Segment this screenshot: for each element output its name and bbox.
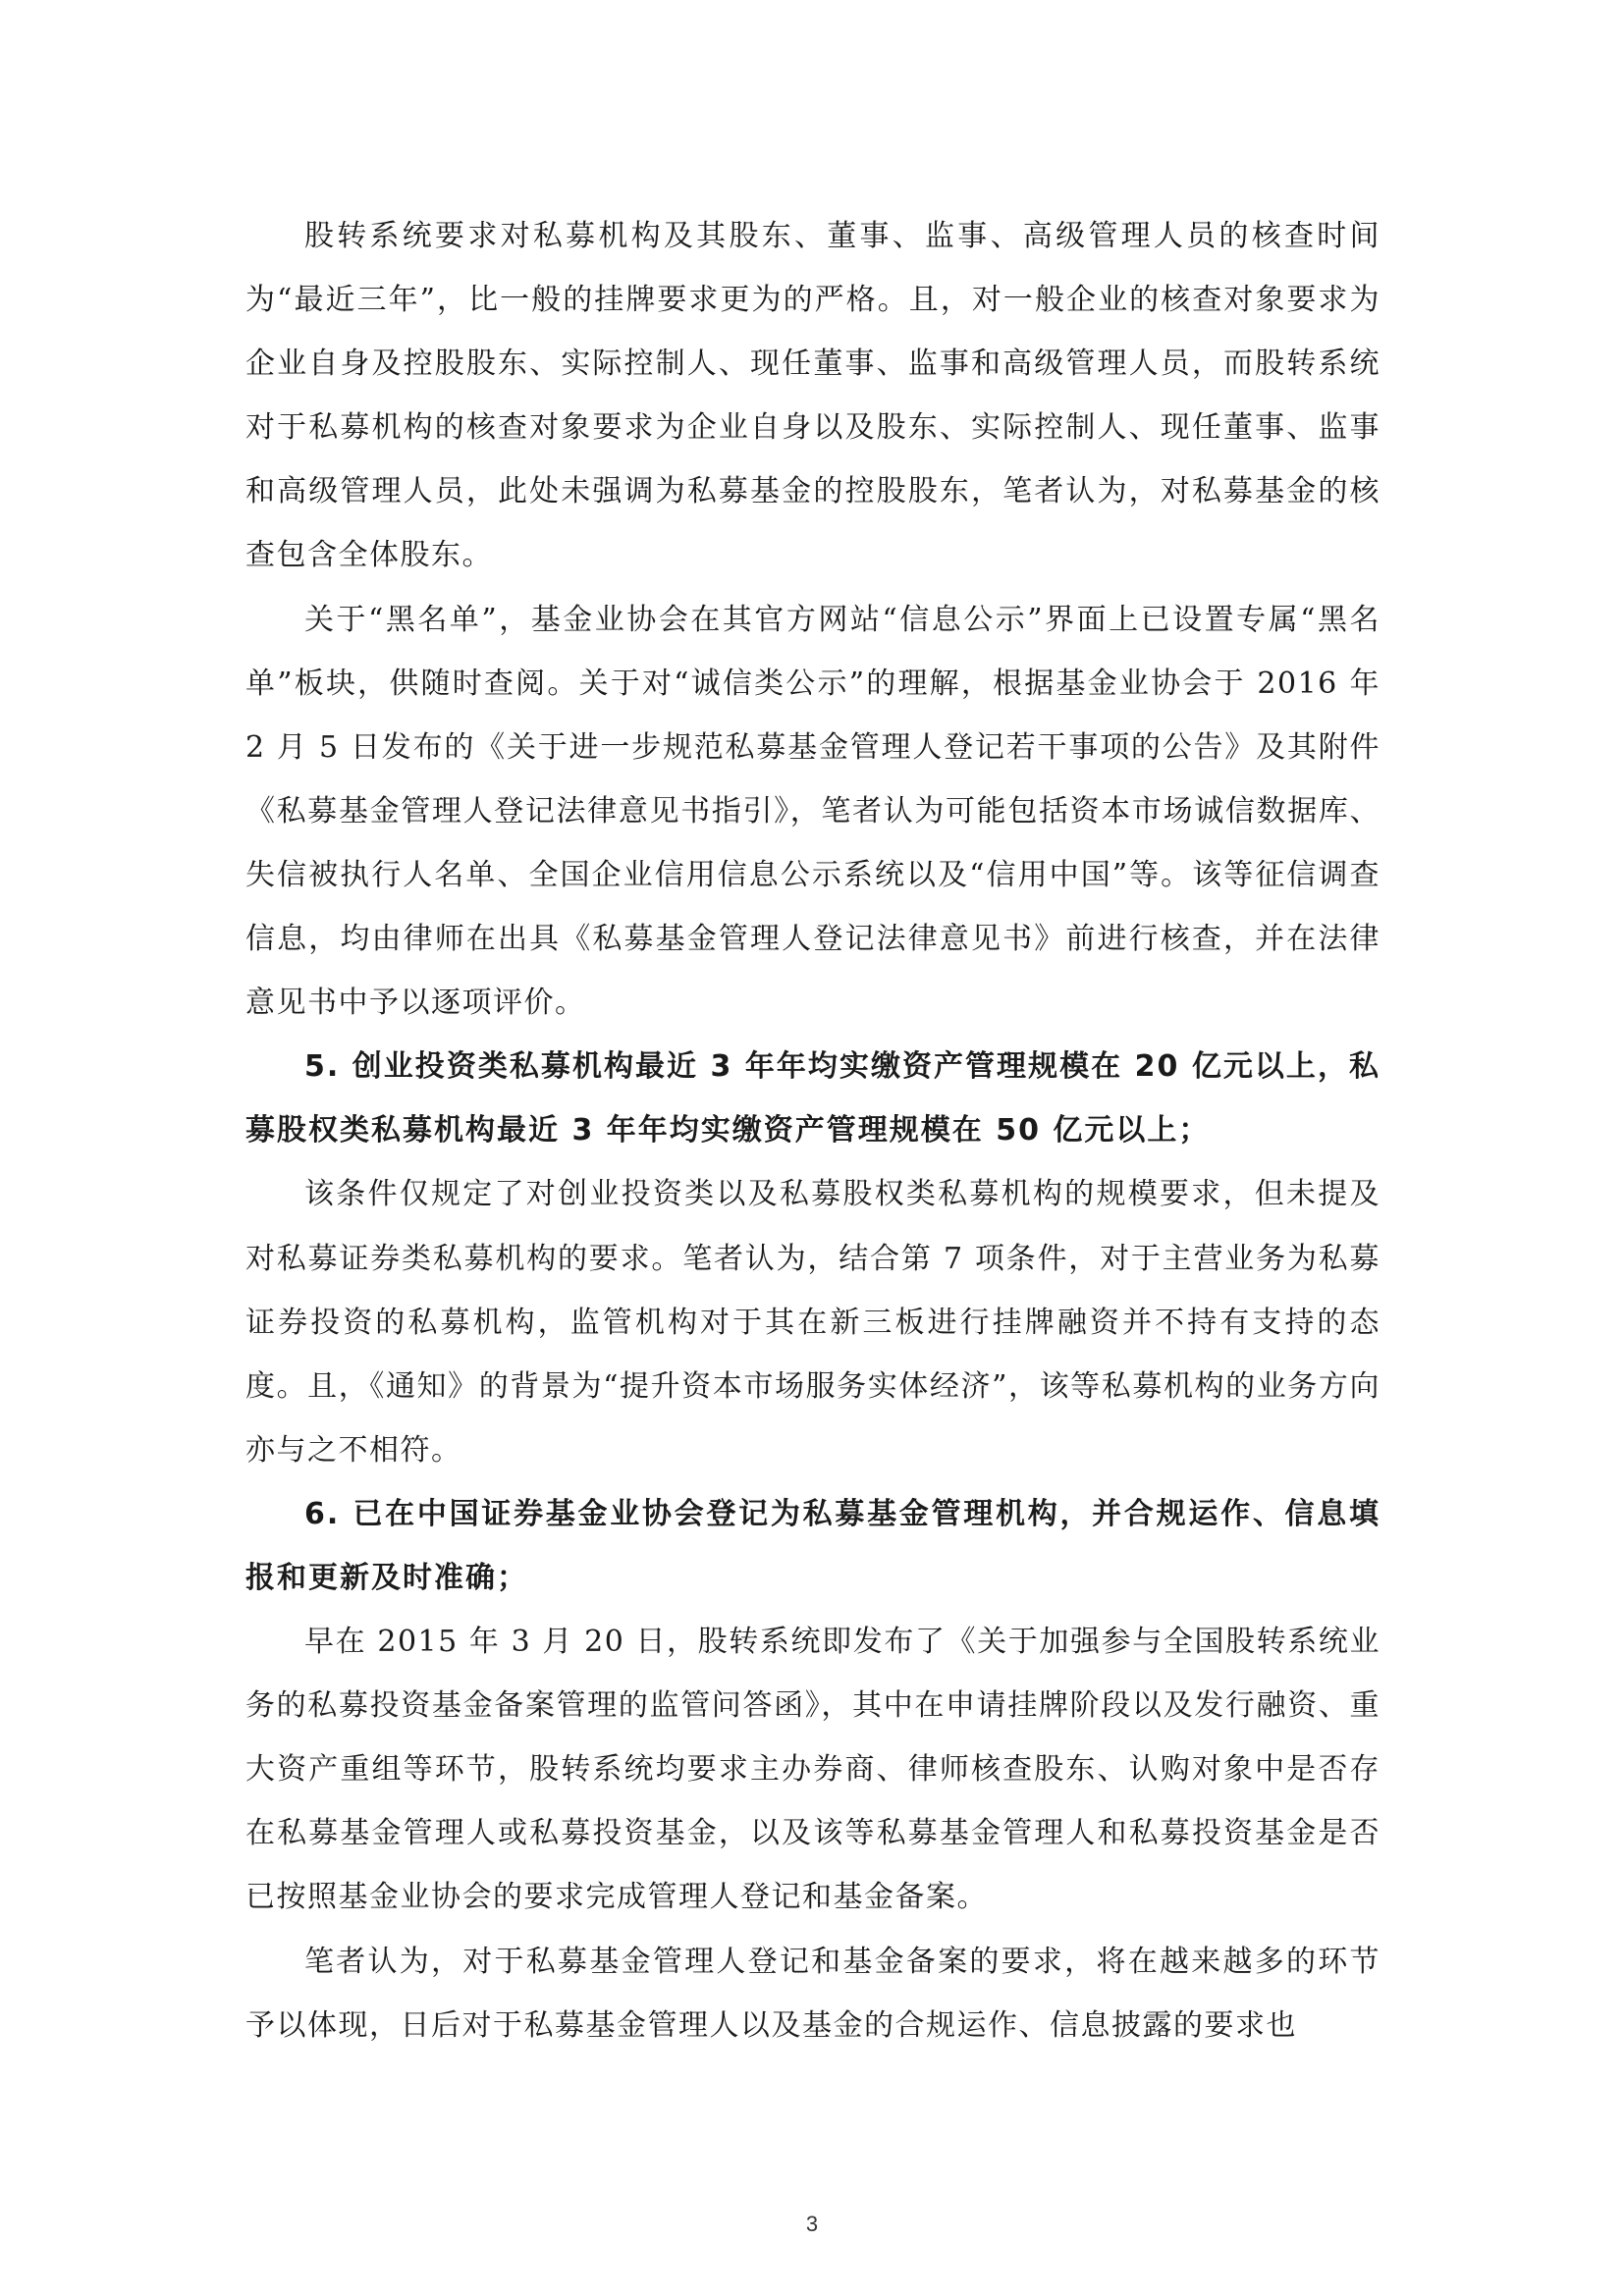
- paragraph-blacklist: 关于“黑名单”，基金业协会在其官方网站“信息公示”界面上已设置专属“黑名单”板块，供随时查阅。关于对“诚信类公示”的理解，根据基金业协会于 2016 年 2 月 5 日发布的《关于进一步规范私募基金管理人登记若干事项的公告》及其附件《私募基金管理人登记法律意见书指引》，笔者认为可能包括资本市场诚信数据库、失信被执行人名单、全国企业信用信息公示系统以及“信用中国”等。该等征信调查信息，均由律师在出具《私募基金管理人登记法律意见书》前进行核查，并在法律意见书中予以逐项评价。: [245, 602, 1380, 1021]
- paragraph-author-opinion: 笔者认为，对于私募基金管理人登记和基金备案的要求，将在越来越多的环节予以体现，日后对于私募基金管理人以及基金的合规运作、信息披露的要求也: [245, 1944, 1380, 2043]
- heading-item-6: 6. 已在中国证券基金业协会登记为私募基金管理机构，并合规运作、信息填报和更新及时准确；: [245, 1496, 1380, 1595]
- heading-item-5: 5. 创业投资类私募机构最近 3 年年均实缴资产管理规模在 20 亿元以上，私募股权类私募机构最近 3 年年均实缴资产管理规模在 50 亿元以上；: [245, 1049, 1380, 1148]
- paragraph-item-6-history: 早在 2015 年 3 月 20 日，股转系统即发布了《关于加强参与全国股转系统业务的私募投资基金备案管理的监管问答函》，其中在申请挂牌阶段以及发行融资、重大资产重组等环节，股转系统均要求主办券商、律师核查股东、认购对象中是否存在私募基金管理人或私募投资基金，以及该等私募基金管理人和私募投资基金是否已按照基金业协会的要求完成管理人登记和基金备案。: [245, 1625, 1380, 1915]
- document-body: [245, 204, 1380, 2057]
- paragraph-item-5-commentary: 该条件仅规定了对创业投资类以及私募股权类私募机构的规模要求，但未提及对私募证券类私募机构的要求。笔者认为，结合第 7 项条件，对于主营业务为私募证券投资的私募机构，监管机构对于其在新三板进行挂牌融资并不持有支持的态度。且，《通知》的背景为“提升资本市场服务实体经济”，该等私募机构的业务方向亦与之不相符。: [245, 1177, 1380, 1468]
- page-number: 3: [805, 2212, 819, 2236]
- paragraph-verification-period: 股转系统要求对私募机构及其股东、董事、监事、高级管理人员的核查时间为“最近三年”，比一般的挂牌要求更为的严格。且，对一般企业的核查对象要求为企业自身及控股股东、实际控制人、现任董事、监事和高级管理人员，而股转系统对于私募机构的核查对象要求为企业自身以及股东、实际控制人、现任董事、监事和高级管理人员，此处未强调为私募基金的控股股东，笔者认为，对私募基金的核查包含全体股东。: [245, 219, 1380, 573]
